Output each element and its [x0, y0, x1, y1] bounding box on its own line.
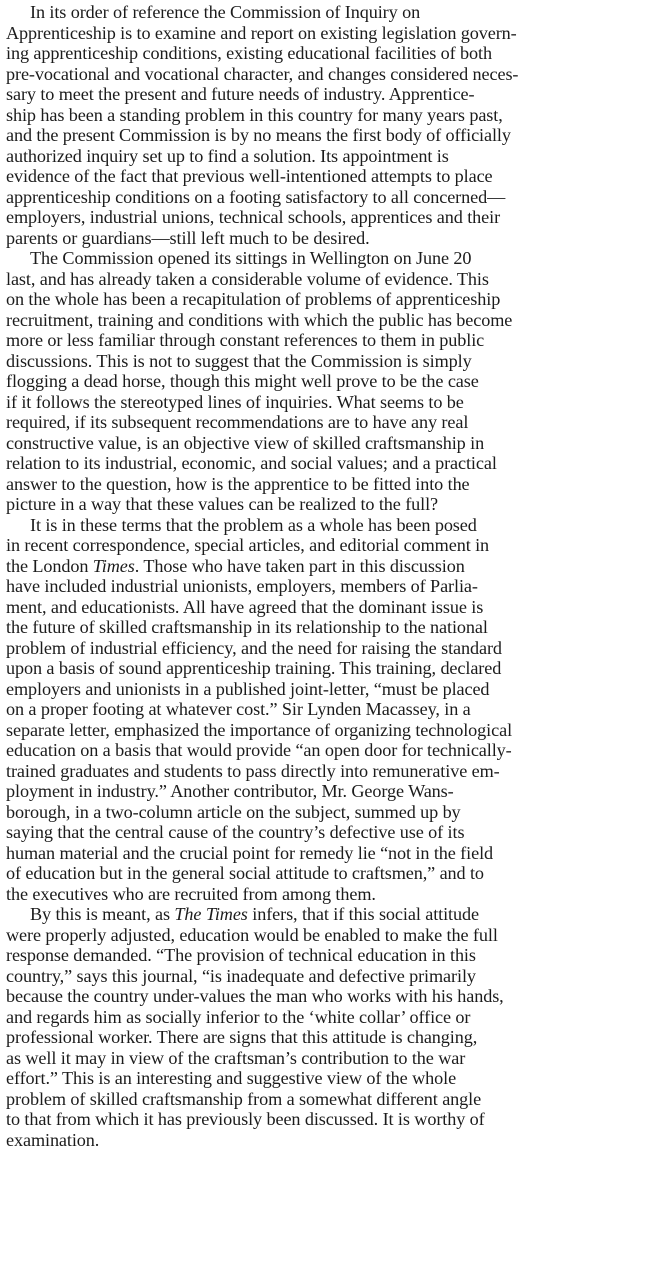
text-line: employers and unionists in a published joint-letter, “must be placed [6, 678, 490, 699]
text-line: country,” says this journal, “is inadequate and defective primarily [6, 965, 476, 986]
text-line: Apprenticeship is to examine and report on existing legislation govern- [6, 22, 517, 43]
text-line: The Commission opened its sittings in Wellington on June 20 [30, 248, 472, 268]
italic-title: Times [92, 555, 135, 576]
text-line: recruitment, training and conditions with which the public has become [6, 309, 513, 330]
text-line: required, if its subsequent recommendations are to have any real [6, 412, 469, 432]
text-line: because the country under-values the man who works with his hands, [6, 986, 504, 1006]
text-line: It is in these terms that the problem as a whole has been posed [30, 514, 477, 535]
paragraph-1 [6, 2, 640, 248]
text-line: examination. [6, 1129, 100, 1150]
text-line: last, and has already taken a considerable volume of evidence. This [6, 268, 489, 289]
text-line: In its order of reference the Commission of Inquiry on [30, 2, 421, 22]
text-line: relation to its industrial, economic, and social values; and a practical [6, 453, 497, 473]
paragraph-3 [6, 515, 640, 905]
text-line: flogging a dead horse, though this might well prove to be the case [6, 371, 479, 391]
text-line: were properly adjusted, education would be enabled to make the full [6, 924, 498, 945]
text-line: employers, industrial unions, technical schools, apprentices and their [6, 207, 501, 227]
text-line: the future of skilled craftsmanship in its relationship to the national [6, 617, 488, 637]
text-line: separate letter, emphasized the importance of organizing technological [6, 719, 513, 740]
text-line: By this is meant, as The Times infers, that if this social attitude [30, 904, 479, 924]
text-line: on a proper footing at whatever cost.” Sir Lynden Macassey, in a [6, 699, 471, 719]
text-line: professional worker. There are signs that this attitude is changing, [6, 1027, 478, 1047]
text-line: ployment in industry.” Another contributor, Mr. George Wans- [6, 781, 454, 801]
text-line: answer to the question, how is the apprentice to be fitted into the [6, 473, 470, 494]
text-line: and the present Commission is by no means the first body of officially [6, 125, 511, 145]
text-line: picture in a way that these values can be realized to the full? [6, 494, 439, 514]
paragraph-4 [6, 904, 640, 1150]
text-line: of education but in the general social attitude to craftsmen,” and to [6, 863, 484, 883]
text-line: response demanded. “The provision of technical education in this [6, 945, 476, 965]
text-line: the executives who are recruited from among them. [6, 883, 376, 904]
text-line: pre-vocational and vocational character, and changes considered neces- [6, 63, 519, 84]
document-page [6, 2, 640, 1150]
text-line: have included industrial unionists, employers, members of Parlia- [6, 576, 478, 596]
text-line: parents or guardians—still left much to be desired. [6, 227, 370, 248]
text-line: problem of skilled craftsmanship from a somewhat different angle [6, 1088, 482, 1109]
text-line: apprenticeship conditions on a footing satisfactory to all concerned— [6, 186, 506, 207]
text-line: and regards him as socially inferior to the ‘white collar’ office or [6, 1006, 471, 1027]
text-line: constructive value, is an objective view of skilled craftsmanship in [6, 432, 485, 453]
text-line: trained graduates and students to pass directly into remunerative em- [6, 760, 500, 781]
paragraph-2 [6, 248, 640, 515]
text-line: ship has been a standing problem in this country for many years past, [6, 104, 503, 125]
text-line: education on a basis that would provide “an open door for technically- [6, 740, 512, 760]
text-line: authorized inquiry set up to find a solution. Its appointment is [6, 145, 449, 166]
text-line: human material and the crucial point for remedy lie “not in the field [6, 842, 494, 863]
text-line: if it follows the stereotyped lines of inquiries. What seems to be [6, 391, 464, 412]
text-line: on the whole has been a recapitulation of problems of apprenticeship [6, 289, 501, 309]
text-line: in recent correspondence, special articles, and editorial comment in [6, 535, 490, 555]
text-line: the London Times. Those who have taken part in this discussion [6, 555, 465, 576]
text-line: saying that the central cause of the country’s defective use of its [6, 822, 465, 842]
text-line: discussions. This is not to suggest that the Commission is simply [6, 350, 472, 371]
text-line: evidence of the fact that previous well-intentioned attempts to place [6, 166, 493, 186]
text-line: more or less familiar through constant references to them in public [6, 330, 485, 350]
text-line: sary to meet the present and future needs of industry. Apprentice- [6, 84, 475, 104]
text-line: problem of industrial efficiency, and the need for raising the standard [6, 637, 502, 658]
italic-title: The Times [174, 904, 248, 924]
text-line: as well it may in view of the craftsman’s contribution to the war [6, 1047, 466, 1068]
text-line: upon a basis of sound apprenticeship training. This training, declared [6, 658, 502, 678]
text-line: ment, and educationists. All have agreed that the dominant issue is [6, 596, 484, 617]
text-line: borough, in a two-column article on the subject, summed up by [6, 801, 461, 822]
text-line: effort.” This is an interesting and suggestive view of the whole [6, 1068, 457, 1088]
text-line: ing apprenticeship conditions, existing educational facilities of both [6, 43, 492, 63]
text-line: to that from which it has previously been discussed. It is worthy of [6, 1109, 485, 1129]
